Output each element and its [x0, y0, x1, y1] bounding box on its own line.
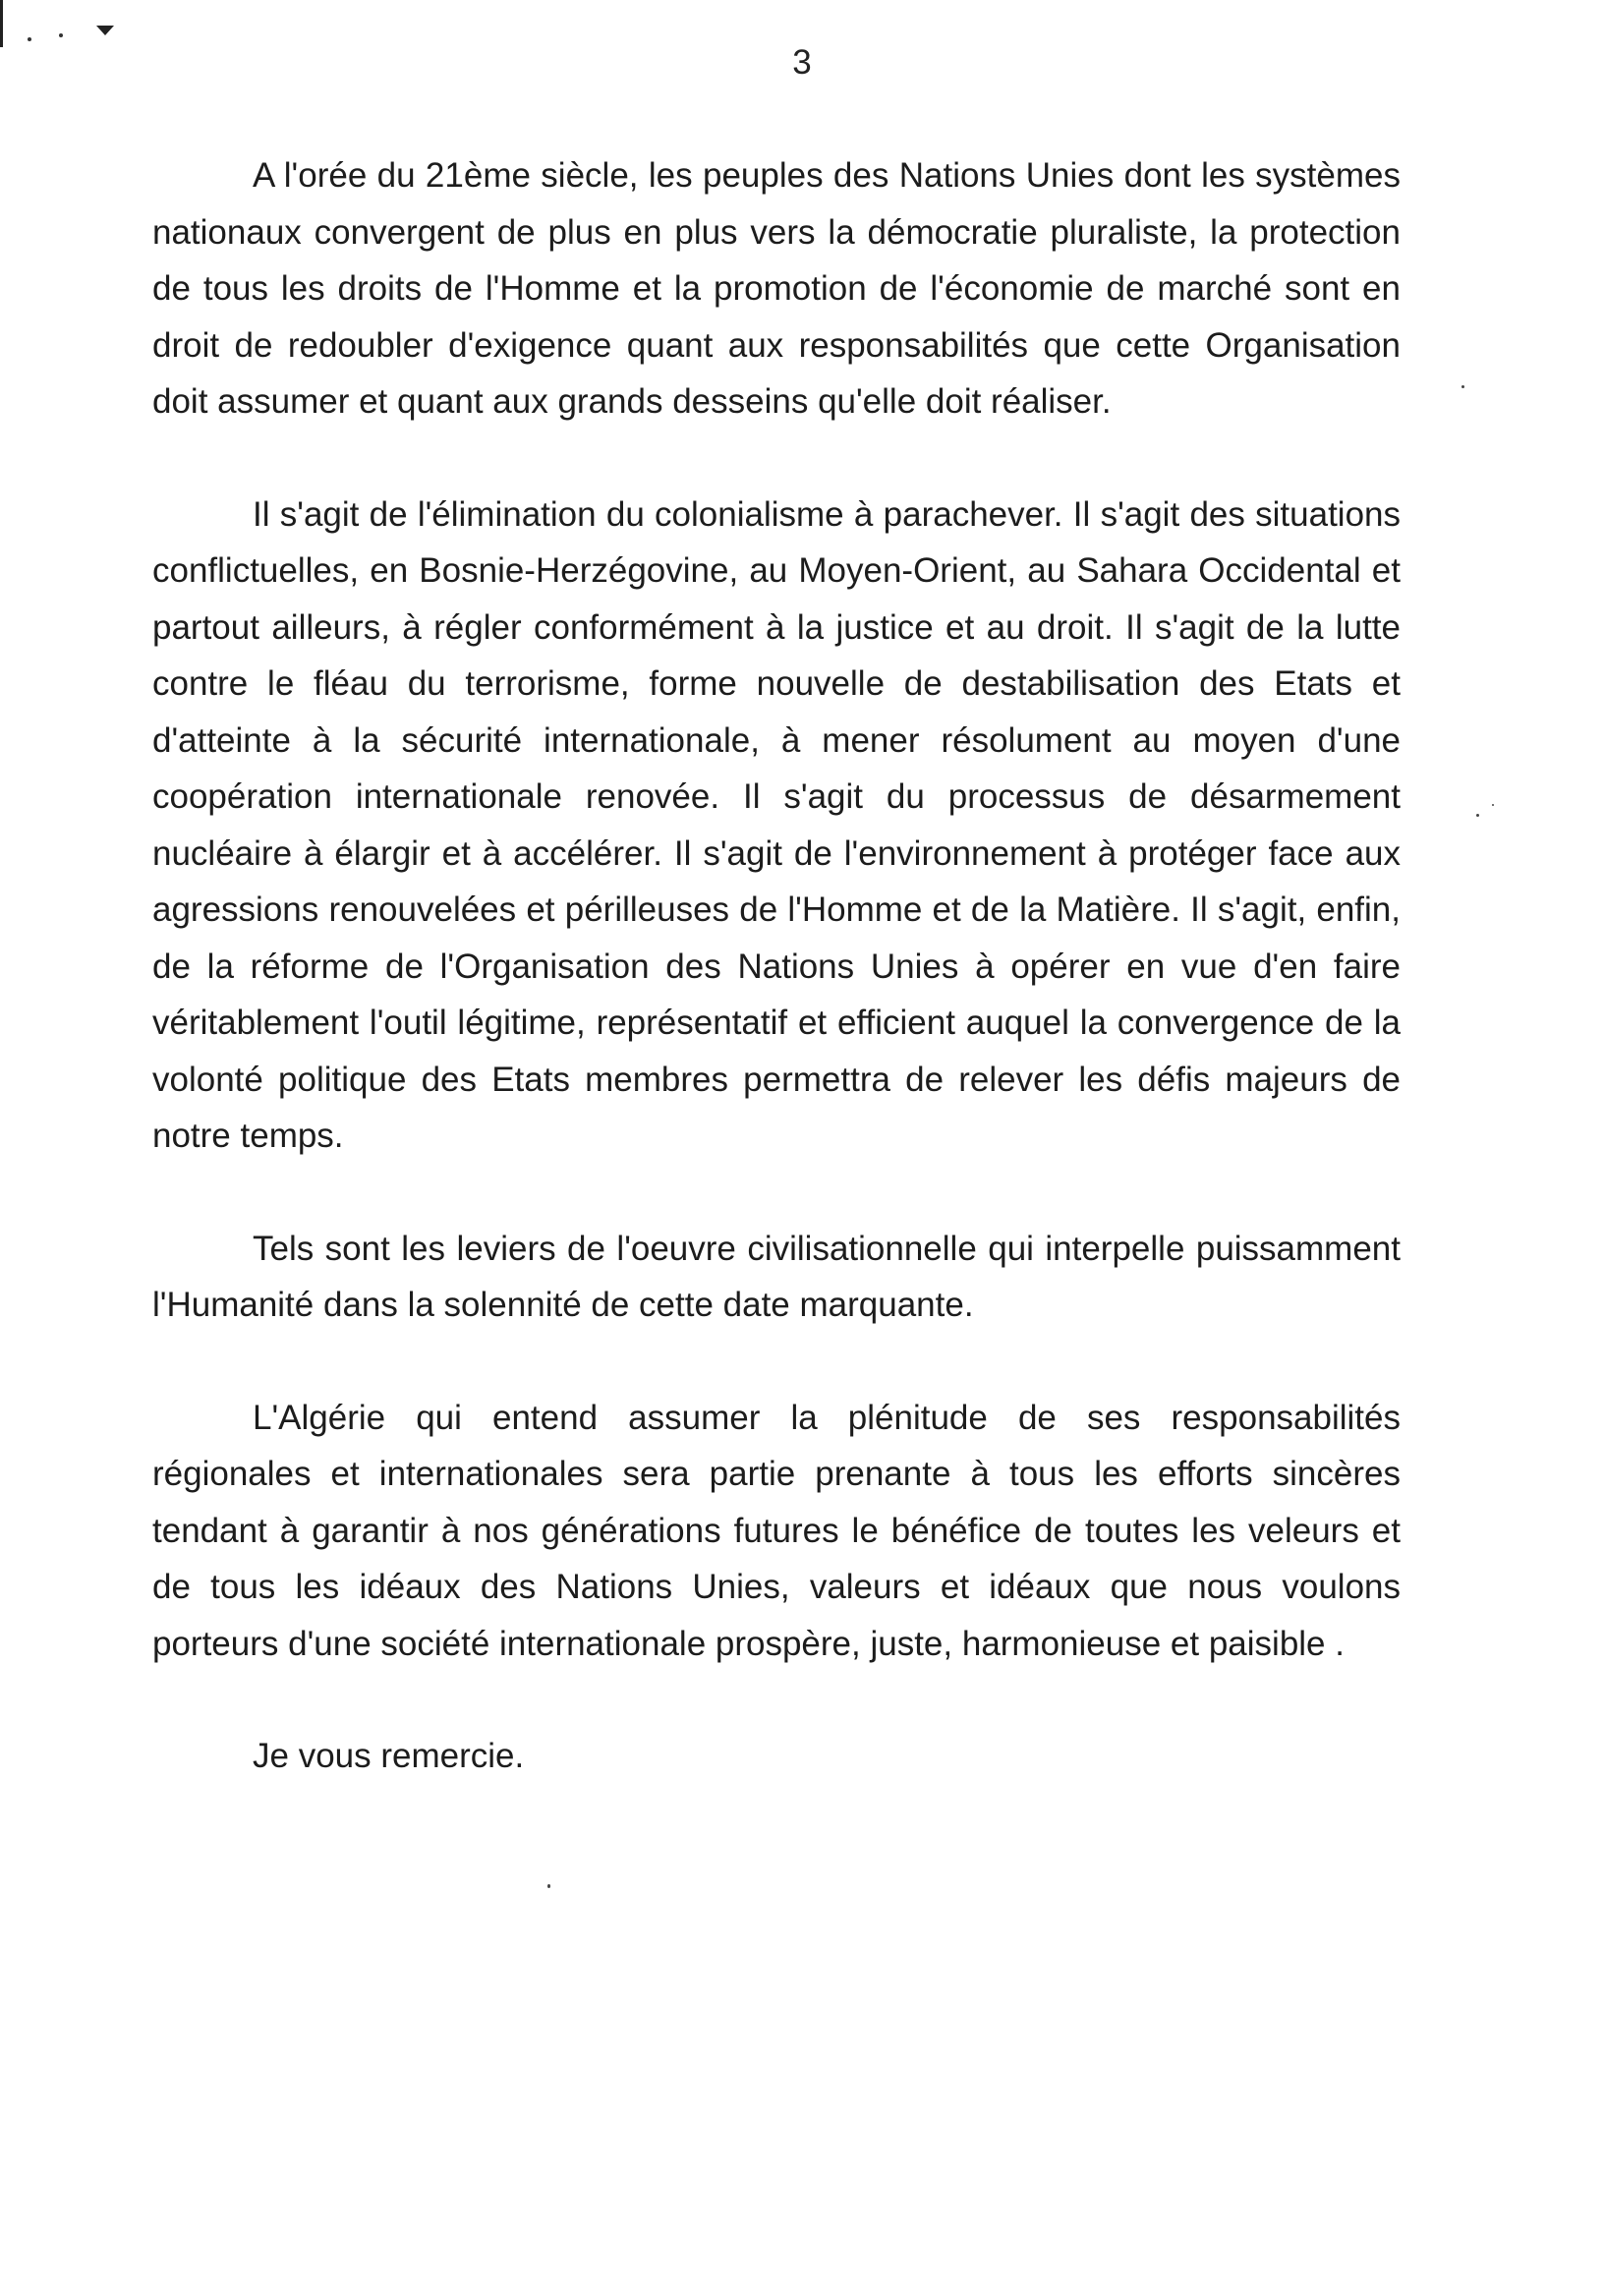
paragraph-algeria-commitment: L'Algérie qui entend assumer la plénitude de ses responsabilités régionales et internationales sera partie prenante à tous les efforts sincères tendant à garantir à nos générations futures le bénéfice de toutes les veleurs et de tous les idéaux des Nations Unies, valeurs et idéaux que nous voulons porteurs d'une société internationale prospère, juste, harmonieuse et paisible . — [152, 1398, 1401, 1663]
page-number: 3 — [792, 43, 812, 82]
scan-speck — [1476, 814, 1479, 817]
closing-remark: Je vous remercie. — [253, 1737, 525, 1775]
paragraph-levers: Tels sont les leviers de l'oeuvre civilisationnelle qui interpelle puissamment l'Humanité dans la solennité de cette date marquante. — [152, 1229, 1401, 1324]
scan-speck — [1492, 804, 1494, 806]
paragraph-responsibilities: A l'orée du 21ème siècle, les peuples des Nations Unies dont les systèmes nationaux convergent de plus en plus vers la démocratie pluraliste, la protection de tous les droits de l'Homme et la promotion de l'économie de marché sont en droit de redoubler d'exigence quant aux responsabilités que cette Organisation doit assumer et quant aux grands desseins qu'elle doit réaliser. — [152, 156, 1401, 421]
paragraph-challenges: Il s'agit de l'élimination du colonialisme à parachever. Il s'agit des situations conflictuelles, en Bosnie-Herzégovine, au Moyen-Orient, au Sahara Occidental et partout ailleurs, à régler conformément à la justice et au droit. Il s'agit de la lutte contre le fléau du terrorisme, forme nouvelle de destabilisation des Etats et d'atteinte à la sécurité internationale, à mener résolument au moyen d'une coopération internationale renovée. Il s'agit du processus de désarmement nucléaire à élargir et à accélérer. Il s'agit de l'environnement à protéger face aux agressions renouvelées et périlleuses de l'Homme et de la Matière. Il s'agit, enfin, de la réforme de l'Organisation des Nations Unies à opérer en vue d'en faire véritablement l'outil légitime, représentatif et efficient auquel la convergence de la volonté politique des Etats membres permettra de relever les défis majeurs de notre temps. — [152, 494, 1401, 1155]
document-body — [152, 147, 1401, 1841]
scan-speck — [1461, 385, 1464, 388]
scan-speck — [547, 1884, 550, 1888]
